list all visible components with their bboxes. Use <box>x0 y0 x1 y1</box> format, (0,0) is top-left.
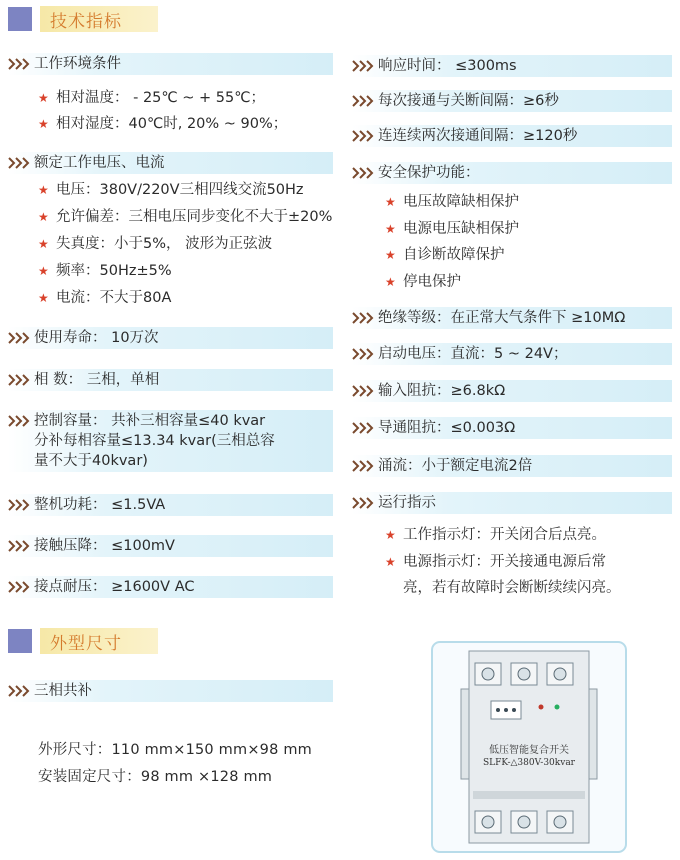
spec-protection <box>352 162 672 184</box>
spec-phase <box>8 369 333 391</box>
spec-label: 接点耐压： ≥1600V AC <box>34 579 195 595</box>
sub-item: ★ 允许偏差：三相电压同步变化不大于±20% <box>38 209 333 225</box>
star-icon: ★ <box>385 222 396 236</box>
arrows-icon <box>352 348 374 360</box>
star-icon: ★ <box>38 237 49 251</box>
star-icon: ★ <box>38 91 49 105</box>
spec-insulation <box>352 307 672 329</box>
arrows-icon <box>8 540 30 552</box>
arrows-icon <box>8 415 30 427</box>
spec-label: 安全保护功能： <box>378 165 480 181</box>
arrows-icon <box>8 332 30 344</box>
arrows-icon <box>352 497 374 509</box>
arrows-icon <box>352 130 374 142</box>
sub-item: ★ 工作指示灯：开关闭合后点亮。 <box>385 527 606 543</box>
spec-label: 运行指示 <box>378 495 436 511</box>
spec-label: 启动电压：直流：5 ~ 24V； <box>378 346 568 362</box>
spec-label: 整机功耗： ≤1.5VA <box>34 497 166 513</box>
arrows-icon <box>8 58 30 70</box>
arrows-icon <box>352 422 374 434</box>
arrows-icon <box>8 157 30 169</box>
spec-withstand <box>8 576 333 598</box>
spec-surge <box>352 455 672 477</box>
spec-label: 导通阻抗：≤0.003Ω <box>378 420 516 436</box>
sub-item: ★ 停电保护 <box>385 274 461 290</box>
arrows-icon <box>8 685 30 697</box>
spec-startv <box>352 343 672 365</box>
spec-label: 响应时间： ≤300ms <box>378 58 517 74</box>
star-icon: ★ <box>38 117 49 131</box>
arrows-icon <box>352 60 374 72</box>
section-square-icon <box>8 7 32 31</box>
sub-item-continued: 亮，若有故障时会断断续续闪亮。 <box>403 580 621 596</box>
sub-item: ★ 电压：380V/220V三相四线交流50Hz <box>38 182 304 198</box>
sub-item: ★ 相对温度： - 25℃ ~ + 55℃； <box>38 90 266 106</box>
spec-label: 绝缘等级：在正常大气条件下 ≥10MΩ <box>378 310 626 326</box>
arrows-icon <box>352 167 374 179</box>
star-icon: ★ <box>385 528 396 542</box>
section-header-tech <box>8 5 158 33</box>
section-title: 外型尺寸 <box>40 628 158 654</box>
sub-item: ★ 电源指示灯：开关接通电源后常 <box>385 554 606 570</box>
spec-capacity: 控制容量： 共补三相容量≤40 kvar 分补每相容量≤13.34 kvar(三相总容 量不大于40kvar) <box>8 410 333 472</box>
spec-label: 工作环境条件 <box>34 56 121 72</box>
outer-dimension-text: 外形尺寸：110 mm×150 mm×98 mm <box>38 742 312 758</box>
spec-label: 接触压降： ≤100mV <box>34 538 175 554</box>
sub-item: ★ 电流：不大于80A <box>38 290 172 306</box>
spec-indicator <box>352 492 672 514</box>
spec-label: 相 数： 三相，单相 <box>34 372 160 388</box>
device-illustration <box>431 641 627 853</box>
spec-label: 每次接通与关断间隔：≥6秒 <box>378 93 559 109</box>
spec-label: 使用寿命： 10万次 <box>34 330 159 346</box>
spec-env <box>8 53 333 75</box>
arrows-icon <box>8 499 30 511</box>
spec-response <box>352 55 672 77</box>
sub-item: ★ 电压故障缺相保护 <box>385 194 519 210</box>
spec-input <box>352 380 672 402</box>
device-model: SLFK-△380V-30kvar <box>483 758 575 768</box>
spec-label: 涌流：小于额定电流2倍 <box>378 458 533 474</box>
spec-label: 输入阻抗：≥6.8kΩ <box>378 383 506 399</box>
mount-dimension-text: 安装固定尺寸：98 mm ×128 mm <box>38 769 273 785</box>
star-icon: ★ <box>38 183 49 197</box>
arrows-icon <box>352 312 374 324</box>
arrows-icon <box>352 460 374 472</box>
spec-label: 连连续两次接通间隔：≥120秒 <box>378 128 578 144</box>
spec-label: 三相共补 <box>34 683 92 699</box>
sub-item: ★ 自诊断故障保护 <box>385 247 505 263</box>
arrows-icon <box>8 374 30 386</box>
star-icon: ★ <box>38 210 49 224</box>
spec-power <box>8 494 333 516</box>
star-icon: ★ <box>385 555 396 569</box>
star-icon: ★ <box>385 248 396 262</box>
device-name: 低压智能复合开关 <box>489 745 569 756</box>
sub-item: ★ 失真度：小于5%， 波形为正弦波 <box>38 236 273 252</box>
sub-item: ★ 相对湿度：40℃时, 20% ~ 90%； <box>38 116 288 132</box>
spec-drop <box>8 535 333 557</box>
star-icon: ★ <box>385 275 396 289</box>
spec-consecutive <box>352 125 672 147</box>
spec-interval <box>352 90 672 112</box>
star-icon: ★ <box>385 195 396 209</box>
spec-type <box>8 680 333 702</box>
star-icon: ★ <box>38 264 49 278</box>
section-header-dims <box>8 627 158 655</box>
spec-life <box>8 327 333 349</box>
arrows-icon <box>8 581 30 593</box>
arrows-icon <box>352 95 374 107</box>
sub-item: ★ 频率：50Hz±5% <box>38 263 172 279</box>
spec-label: 额定工作电压、电流 <box>34 155 165 171</box>
arrows-icon <box>352 385 374 397</box>
spec-voltage <box>8 152 333 174</box>
star-icon: ★ <box>38 291 49 305</box>
spec-conduct <box>352 417 672 439</box>
sub-item: ★ 电源电压缺相保护 <box>385 221 519 237</box>
section-square-icon <box>8 629 32 653</box>
section-title: 技术指标 <box>40 6 158 32</box>
